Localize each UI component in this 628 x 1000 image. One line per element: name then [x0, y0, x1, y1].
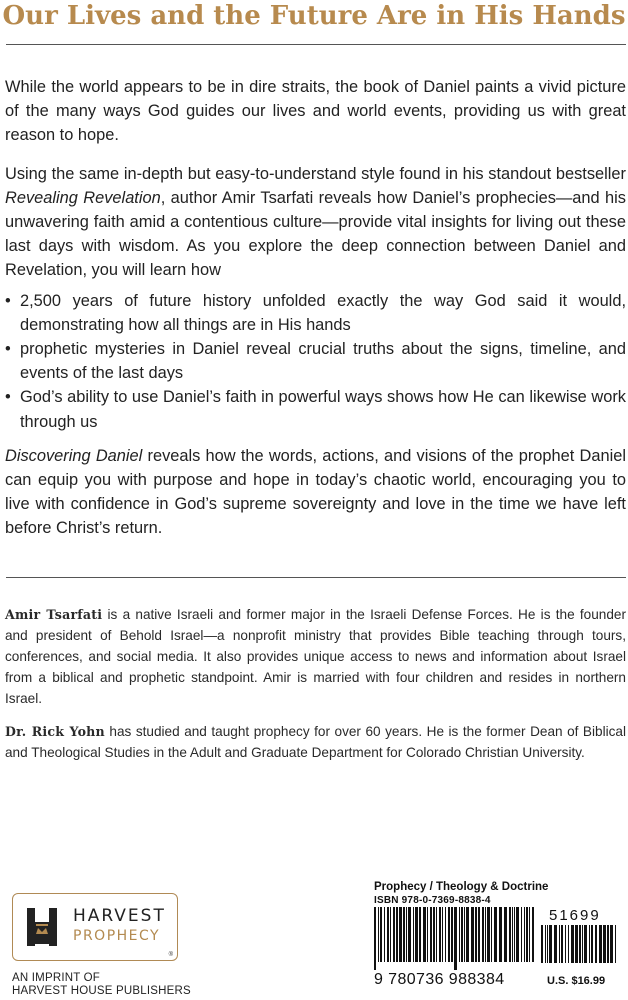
barcode-bar: [419, 907, 421, 962]
learning-points-list: [5, 289, 626, 434]
list-item: • 2,500 years of future history unfolded exactly the way God said it would, demonstrating how all things are in His hands: [5, 289, 626, 337]
barcode-bar: [565, 925, 566, 963]
book-title-revealing-revelation: Revealing Revelation: [5, 188, 161, 207]
barcode-bar: [454, 907, 457, 970]
barcode-bar: [393, 907, 395, 962]
retail-price: U.S. $16.99: [547, 975, 606, 987]
barcode-bar: [541, 925, 543, 963]
barcode-bar: [442, 907, 443, 962]
barcode-bar: [471, 907, 474, 962]
barcode-bar: [514, 907, 515, 962]
barcode-bar: [561, 925, 563, 963]
author-bio-rick: Dr. Rick Yohn has studied and taught prophecy for over 60 years. He is the former Dean of Biblical and Theological Studies in the Adult and Graduate Department for Colorado Christian University.: [5, 724, 626, 760]
author-name: Amir Tsarfati: [5, 607, 103, 622]
barcode-bar: [378, 907, 379, 962]
barcode-bar: [466, 907, 469, 962]
bullet-icon: •: [5, 291, 11, 310]
registered-mark: ®: [168, 952, 173, 958]
logo-harvest-text: HARVEST: [73, 906, 166, 926]
barcode-bar: [589, 925, 590, 963]
barcode-bar: [459, 907, 460, 962]
barcode-bar: [512, 907, 513, 962]
barcode-bar: [499, 907, 502, 962]
barcode-bar: [554, 925, 557, 963]
barcode-bar: [413, 907, 414, 962]
barcode-bar: [390, 907, 391, 962]
author-bio-amir: Amir Tsarfati is a native Israeli and former major in the Israeli Defense Forces. He is the founder and president of Behold Israel—a nonprofit ministry that provides Bible teaching through tours, conferences, and social media. It also provides unique access to news and information about Israel from a biblical and prophetic standpoint. Amir is married with four children and resides in northern Israel.: [5, 607, 626, 706]
barcode-bar: [575, 925, 578, 963]
barcode-bar: [475, 907, 477, 962]
barcode-bar: [478, 907, 480, 962]
barcode-bar: [603, 925, 606, 963]
barcode-bar: [615, 925, 616, 963]
barcode-bar: [559, 925, 560, 963]
publisher-logo: [12, 893, 178, 961]
barcode-bar: [399, 907, 402, 962]
barcode-bar: [524, 907, 525, 962]
list-item: • God’s ability to use Daniel’s faith in powerful ways shows how He can likewise work through us: [5, 385, 626, 433]
barcode-bar: [485, 907, 486, 962]
barcode-bar: [529, 907, 530, 962]
barcode-bar: [461, 907, 463, 962]
description-paragraph: Using the same in-depth but easy-to-understand style found in his standout bestseller Revealing Revelation, author Amir Tsarfati reveals how Daniel’s prophecies—and his unwavering faith amid a contentious culture—provide vital insights for living out these last days with wisdom. As you explore the deep connection between Daniel and Revelation, you will learn how: [5, 164, 626, 280]
closing-paragraph: Discovering Daniel reveals how the words, actions, and visions of the prophet Daniel can equip you with purpose and hope in today’s chaotic world, encouraging you to live with confidence in God’s supreme sovereignty and love in the time we have left before Christ’s return.: [5, 446, 626, 538]
barcode-bar: [406, 907, 407, 962]
barcode-bar: [487, 907, 490, 962]
barcode-bar: [387, 907, 389, 962]
barcode-bar: [571, 925, 574, 963]
barcode-bar: [516, 907, 519, 962]
barcode-bar: [491, 907, 492, 962]
barcode-bar: [545, 925, 546, 963]
barcode-bar: [430, 907, 432, 962]
barcode-bar: [436, 907, 437, 962]
top-divider: [6, 44, 626, 45]
barcode-bar: [509, 907, 511, 962]
bullet-icon: •: [5, 388, 11, 407]
price-code: 51699: [549, 907, 601, 924]
barcode-bar: [526, 907, 528, 962]
author-name: Dr. Rick Yohn: [5, 724, 105, 739]
barcode-bar: [607, 925, 609, 963]
barcode-bar: [408, 907, 411, 962]
barcode-bar: [494, 907, 497, 962]
barcode-bar: [445, 907, 446, 962]
barcode-bar: [403, 907, 405, 962]
barcode-bar: [380, 907, 382, 962]
barcode-bar: [521, 907, 522, 962]
barcode-bar: [549, 925, 552, 963]
barcode-bar: [448, 907, 450, 962]
bullet-icon: •: [5, 340, 11, 359]
barcode-bar: [584, 925, 587, 963]
barcode-bar: [464, 907, 465, 962]
author-bios: [5, 604, 626, 775]
barcode-bar: [599, 925, 602, 963]
barcode-bar: [451, 907, 453, 962]
logo-prophecy-text: PROPHECY: [73, 928, 161, 944]
barcode-bar: [433, 907, 435, 962]
barcode-bar: [532, 907, 534, 962]
imprint-notice: AN IMPRINT OF HARVEST HOUSE PUBLISHERS: [12, 972, 191, 997]
barcode-bar: [427, 907, 428, 962]
back-cover-title: Our Lives and the Future Are in His Hands: [2, 1, 626, 31]
barcode-bar: [504, 907, 507, 962]
barcode-bar: [384, 907, 385, 962]
list-item: • prophetic mysteries in Daniel reveal crucial truths about the signs, timeline, and events of the last days: [5, 337, 626, 385]
barcode-bar: [568, 925, 569, 963]
harvest-h-crown-icon: [25, 900, 59, 954]
barcode-digits: 9 780736 988384: [374, 971, 505, 988]
intro-paragraph: While the world appears to be in dire straits, the book of Daniel paints a vivid picture of the many ways God guides our lives and world events, providing us with great reason to hope.: [5, 78, 626, 145]
barcode-bar: [595, 925, 597, 963]
barcode-bar: [482, 907, 484, 962]
isbn-number: ISBN 978-0-7369-8838-4: [374, 895, 491, 906]
barcode-bar: [396, 907, 398, 962]
barcode-bar: [439, 907, 441, 962]
price-barcode: [541, 925, 619, 971]
book-category: Prophecy / Theology & Doctrine: [374, 881, 549, 893]
barcode-bar: [547, 925, 548, 963]
barcode-bar: [415, 907, 418, 962]
barcode-bar: [374, 907, 376, 970]
book-title-discovering-daniel: Discovering Daniel: [5, 446, 143, 465]
barcode-bar: [582, 925, 583, 963]
barcode-bar: [591, 925, 593, 963]
book-description: [5, 75, 626, 555]
barcode-bar: [579, 925, 581, 963]
isbn-barcode: [374, 907, 538, 970]
barcode-bar: [610, 925, 613, 963]
barcode-bar: [423, 907, 426, 962]
bio-divider: [6, 577, 626, 578]
